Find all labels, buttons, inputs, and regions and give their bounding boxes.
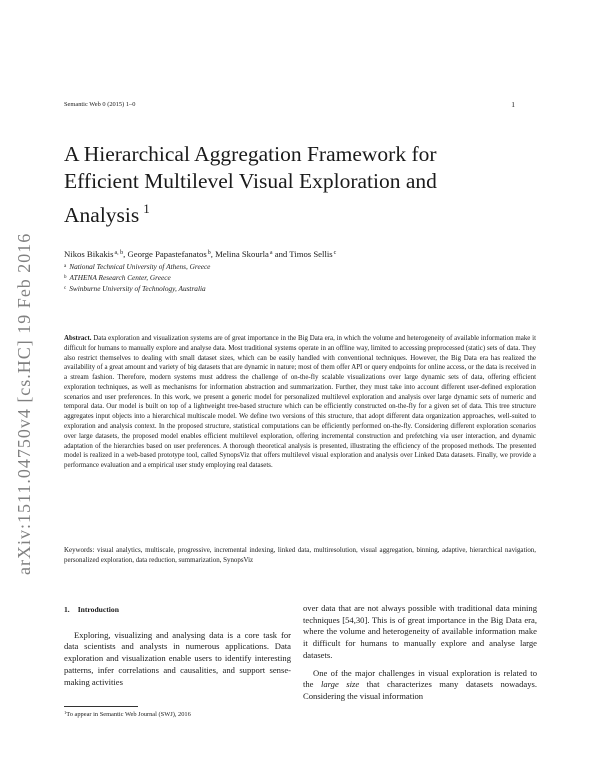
paragraph-text: that characterizes many datasets nowadays. Considering the visual information [303, 679, 537, 701]
page-number: 1 [511, 100, 515, 109]
author-list: Nikos Bikakis$^{a, b}$, George Papastefanatos$^b$, Melina Skourla$^a$ and Timos Sellis$^c$ [64, 249, 337, 259]
body-paragraph: Exploring, visualizing and analysing data is a core task for data scientists and analysts in numerous applications. Data exploration and visualization enable users to identify interesting patterns, infer correlations and causalities, and support sense-making activities [64, 629, 291, 687]
abstract [64, 334, 536, 471]
paper-title [64, 141, 504, 229]
affiliation [64, 262, 210, 272]
footnote-text: To appear in Semantic Web Journal (SWJ), 2016 [66, 711, 191, 718]
affiliation [64, 273, 171, 283]
keywords-text: visual analytics, multiscale, progressive, incremental indexing, linked data, multiresolution, visual aggregation, binning, adaptive, hierarchical navigation, personalized exploration, data reduction, summarization, SynopsViz [64, 547, 536, 564]
arxiv-identifier: arXiv:1511.04750v4 [cs.HC] 19 Feb 2016 [14, 232, 34, 575]
author-name: Nikos Bikakis [64, 249, 114, 259]
footnote [64, 710, 191, 718]
section-number: 1. [64, 605, 70, 614]
abstract-text: Data exploration and visualization systems are of great importance in the Big Data era, in which the volume and heterogeneity of available information make it difficult for humans to manually explore and analyse data. Most traditional systems operate in an offline way, limited to accessing preprocessed (static) sets of data. They also restrict themselves to dealing with small dataset sizes, which can be easily handled with conventional techniques. However, the Big Data era has realized the availability of a great amount and variety of big datasets that are dynamic in nature; most of them offer API or query endpoints for online access, or the data is received in a stream fashion. Therefore, modern systems must address the challenge of on-the-fly scalable visualizations over large dynamic sets of data, offering efficient exploration techniques, as well as mechanisms for information abstraction and summarization. Further, they must take into account different user-defined exploration scenarios and user preferences. In this work, we present a generic model for personalized multilevel exploration and analysis over large dynamic sets of numeric and temporal data. Our model is built on top of a lightweight tree-based structure which can be efficiently constructed on-the-fly for a given set of data. This tree structure aggregates input objects into a hierarchical multiscale model. We define two versions of this structure, that adopt different data organization approaches, well-suited to exploration and analysis context. In the proposed structure, statistical computations can be efficiently performed on-the-fly. Considering different exploration scenarios over large datasets, the proposed model enables efficient multilevel exploration, offering incremental construction and prefetching via user interaction, and dynamic adaptation of the hierarchies based on user preferences. A thorough theoretical analysis is presented, illustrating the efficiency of the proposed methods. The presented model is realized in a web-based prototype tool, called SynopsViz that offers multilevel visual exploration and analysis over Linked Data datasets. Finally, we provide a performance evaluation and a empirical user study employing real datasets. [64, 335, 536, 470]
paragraph-text: One of the major challenges in visual exploration is related to the [303, 667, 537, 690]
affiliation-text: Swinburne University of Technology, Australia [69, 284, 206, 293]
abstract-label: Abstract. [64, 335, 92, 342]
running-head: Semantic Web 0 (2015) 1–0 [64, 101, 136, 108]
emphasized-text: large size [320, 679, 360, 690]
right-column [303, 603, 537, 703]
author-affiliation-mark: c [333, 250, 337, 256]
author-name: George Papastefanatos [127, 249, 207, 259]
footnote-mark: 1 [64, 710, 67, 715]
body-paragraph: over data that are not always possible with traditional data mining techniques [54,30]. This is of great importance in the Big Data era, where the volume and heterogeneity of available information make it difficult for humans to manually explore and analyse large datasets. [303, 603, 537, 660]
affiliation-mark: b [64, 275, 67, 280]
author-name: Timos Sellis [289, 249, 333, 259]
paper-title-text: A Hierarchical Aggregation Framework for Efficient Multilevel Visual Exploration and Analysis [64, 142, 437, 227]
affiliation-mark: c [64, 286, 67, 291]
keywords [64, 546, 536, 565]
left-column [64, 604, 291, 688]
footnote-rule [64, 706, 138, 707]
keywords-label: Keywords: [64, 547, 95, 554]
author-name: Melina Skourla [215, 249, 269, 259]
author-affiliation-mark: a [269, 250, 273, 256]
affiliation [64, 284, 206, 294]
author-affiliation-mark: b [207, 250, 211, 256]
title-footnote-mark: 1 [143, 201, 150, 216]
body-paragraph [303, 668, 537, 703]
section-heading [64, 604, 291, 616]
section-title: Introduction [77, 605, 119, 614]
author-affiliation-mark: a, b [114, 250, 124, 256]
affiliation-mark: a [64, 264, 67, 269]
affiliation-text: ATHENA Research Center, Greece [69, 273, 171, 282]
affiliation-text: National Technical University of Athens, Greece [69, 262, 211, 271]
